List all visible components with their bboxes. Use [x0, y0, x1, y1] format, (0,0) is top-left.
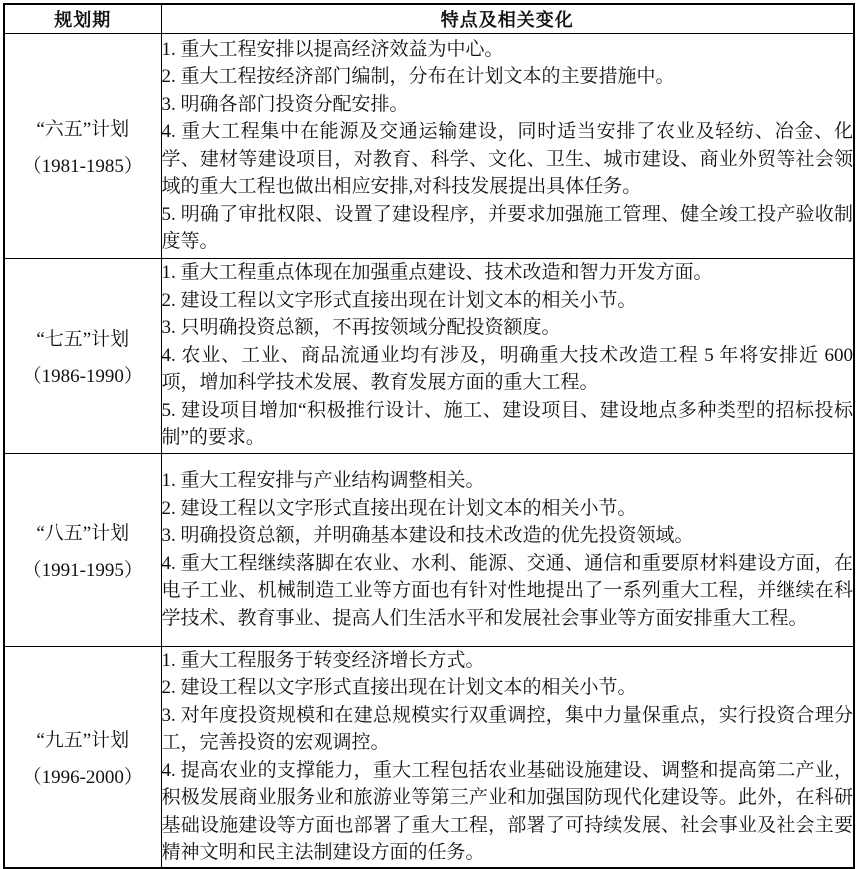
feature-item: 3. 明确各部门投资分配安排。	[161, 93, 409, 115]
feature-item: 5. 明确了审批权限、设置了建设程序，并要求加强施工管理、健全竣工投产验收制度等。	[161, 203, 853, 252]
period-name: “七五”计划	[36, 328, 130, 350]
feature-item: 1. 重大工程安排与产业结构调整相关。	[161, 470, 485, 491]
feature-item: 2. 建设工程以文字形式直接出现在计划文本的相关小节。	[161, 677, 637, 698]
column-header-features: 特点及相关变化	[161, 4, 854, 33]
period-years: （1986-1990）	[22, 365, 143, 387]
feature-item: 1. 重大工程安排以提高经济效益为中心。	[161, 38, 504, 60]
feature-item: 3. 对年度投资规模和在建总规模实行双重调控，集中力量保重点，实行投资合理分工，完善投资的宏观调控。	[161, 704, 853, 753]
column-header-period: 规划期	[4, 4, 161, 33]
feature-item: 4. 提高农业的支撑能力，重大工程包括农业基础设施建设、调整和提高第二产业，积极发展商业服务业和旅游业等第三产业和加强国防现代化建设等。此外，在科研基础设施建设等方面也部署了重大工程，部署了可持续发展、社会事业及社会主要精神文明和民主法制建设方面的任务。	[161, 759, 853, 863]
header-row	[4, 4, 854, 33]
feature-item: 3. 只明确投资总额，不再按领域分配投资额度。	[161, 317, 561, 339]
table-row-9th-plan	[4, 646, 854, 868]
period-cell	[4, 453, 161, 646]
feature-item: 2. 建设工程以文字形式直接出现在计划文本的相关小节。	[161, 289, 637, 311]
feature-item: 4. 重大工程继续落脚在农业、水利、能源、交通、通信和重要原材料建设方面，在电子工业、机械制造工业等方面也有针对性地提出了一系列重大工程，并继续在科学技术、教育事业、提高人们生活水平和发展社会事业等方面安排重大工程。	[161, 552, 853, 629]
feature-item: 1. 重大工程重点体现在加强重点建设、技术改造和智力开发方面。	[161, 262, 713, 284]
features-cell	[161, 33, 854, 258]
features-cell	[161, 646, 854, 868]
plan-table	[3, 3, 855, 869]
feature-item: 5. 建设项目增加“积极推行设计、施工、建设项目、建设地点多种类型的招标投标制”的要求。	[161, 399, 853, 449]
table-row-8th-plan	[4, 453, 854, 646]
feature-item: 4. 农业、工业、商品流通业均有涉及，明确重大技术改造工程 5 年将安排近 600 项，增加科学技术发展、教育发展方面的重大工程。	[161, 344, 853, 394]
features-cell	[161, 258, 854, 453]
feature-item: 2. 建设工程以文字形式直接出现在计划文本的相关小节。	[161, 497, 637, 519]
period-name: “八五”计划	[36, 522, 130, 544]
period-name: “九五”计划	[36, 729, 130, 751]
period-years: （1981-1985）	[22, 155, 143, 177]
feature-item: 1. 重大工程服务于转变经济增长方式。	[161, 649, 485, 671]
table-row-7th-plan	[4, 258, 854, 453]
period-years: （1991-1995）	[22, 559, 143, 581]
feature-item: 3. 明确投资总额，并明确基本建设和技术改造的优先投资领域。	[161, 525, 694, 546]
period-cell	[4, 646, 161, 868]
feature-item: 4. 重大工程集中在能源及交通运输建设，同时适当安排了农业及轻纺、冶金、化学、建材等建设项目，对教育、科学、文化、卫生、城市建设、商业外贸等社会领域的重大工程也做出相应安排,对科技发展提出具体任务。	[161, 121, 853, 197]
feature-item: 2. 重大工程按经济部门编制，分布在计划文本的主要措施中。	[161, 66, 675, 87]
period-cell	[4, 258, 161, 453]
table-row-6th-plan	[4, 33, 854, 258]
features-cell	[161, 453, 854, 646]
period-years: （1996-2000）	[22, 766, 143, 788]
period-name: “六五”计划	[36, 118, 130, 140]
period-cell	[4, 33, 161, 258]
